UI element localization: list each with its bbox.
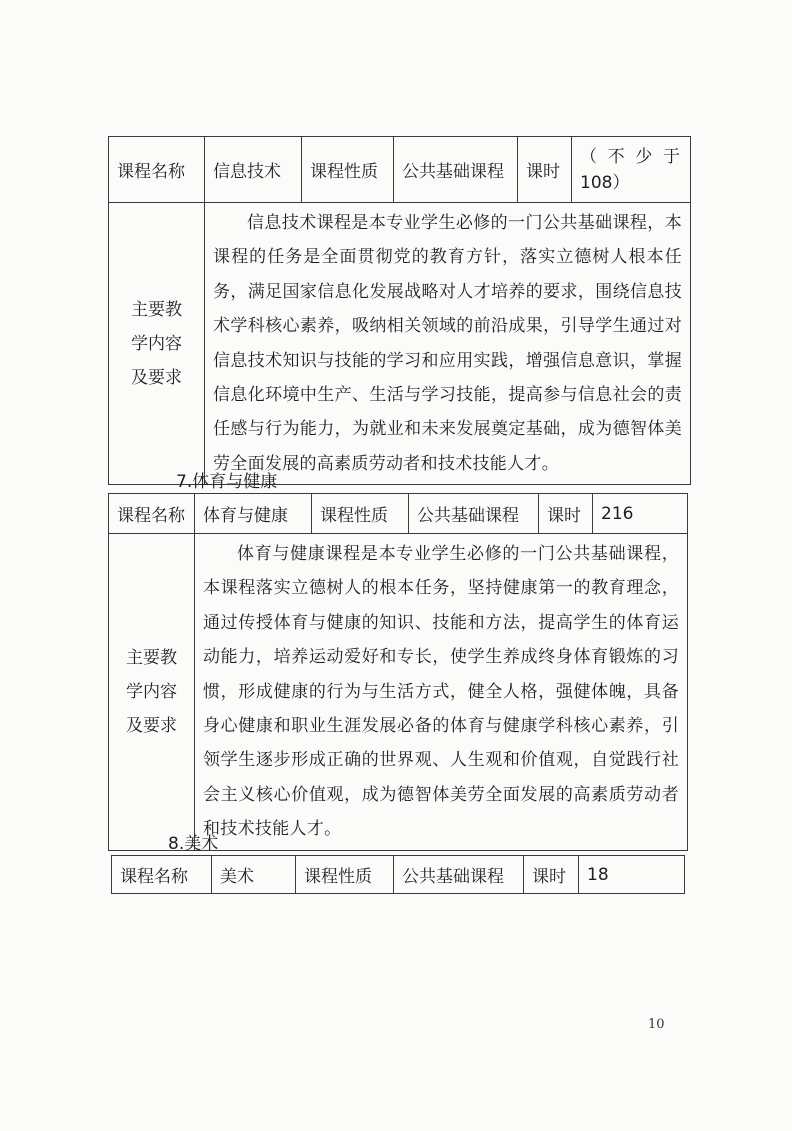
course-header-row: [109, 494, 688, 534]
course-header-row: [112, 856, 685, 894]
course-hours-line2: 108）: [580, 172, 630, 193]
course-header-row: [109, 137, 691, 203]
course-type-label: 课程性质: [312, 494, 409, 534]
course-name: 体育与健康: [195, 494, 312, 534]
course-type: 公共基础课程: [394, 137, 518, 203]
course-content-row: [109, 203, 691, 485]
course-hours-label: 课时: [524, 856, 579, 894]
course-hours-label: 课时: [539, 494, 593, 534]
course-hours-line1: （不少于: [580, 146, 682, 167]
course-name: 美术: [212, 856, 296, 894]
content-label: [109, 203, 205, 485]
course-name-label: 课程名称: [109, 494, 195, 534]
course-description: 信息技术课程是本专业学生必修的一门公共基础课程，本课程的任务是全面贯彻党的教育方针，落实立德树人根本任务，满足国家信息化发展战略对人才培养的要求，围绕信息技术学科核心素养，吸纳相关领域的前沿成果，引导学生通过对信息技术知识与技能的学习和应用实践，增强信息意识，掌握信息化环境中生产、生活与学习技能，提高参与信息社会的责任感与行为能力，为就业和未来发展奠定基础，成为德智体美劳全面发展的高素质劳动者和技术技能人才。: [205, 203, 691, 485]
content-label-line: 主要教: [126, 647, 177, 668]
course-type-label: 课程性质: [296, 856, 394, 894]
course-name-label: 课程名称: [109, 137, 205, 203]
course-description: 体育与健康课程是本专业学生必修的一门公共基础课程，本课程落实立德树人的根本任务，坚持健康第一的教育理念，通过传授体育与健康的知识、技能和方法，提高学生的体育运动能力，培养运动爱好和专长，使学生养成终身体育锻炼的习惯，形成健康的行为与生活方式，健全人格，强健体魄，具备身心健康和职业生涯发展必备的体育与健康学科核心素养，引领学生逐步形成正确的世界观、人生观和价值观，自觉践行社会主义核心价值观，成为德智体美劳全面发展的高素质劳动者和技术技能人才。: [195, 534, 688, 851]
content-label-line: 及要求: [126, 715, 177, 736]
course-hours: 18: [579, 856, 685, 894]
course-type: 公共基础课程: [409, 494, 539, 534]
course-content-row: [109, 534, 688, 851]
content-label-line: 学内容: [131, 333, 182, 354]
content-label-line: 主要教: [131, 299, 182, 320]
course-name: 信息技术: [205, 137, 302, 203]
course-hours: [572, 137, 691, 203]
content-label-line: 学内容: [126, 681, 177, 702]
course-hours-label: 课时: [518, 137, 572, 203]
course-table-pe-health: [108, 493, 688, 851]
page-number: 10: [648, 1017, 665, 1032]
course-type-label: 课程性质: [302, 137, 394, 203]
section-heading: 7.体育与健康: [176, 472, 278, 492]
content-label-line: 及要求: [131, 367, 182, 388]
course-table-art: [111, 855, 685, 894]
course-name-label: 课程名称: [112, 856, 212, 894]
content-label: [109, 534, 195, 851]
course-type: 公共基础课程: [394, 856, 524, 894]
course-hours: 216: [593, 494, 688, 534]
section-heading: 8.美术: [168, 834, 219, 854]
course-table-info-tech: [108, 136, 691, 485]
